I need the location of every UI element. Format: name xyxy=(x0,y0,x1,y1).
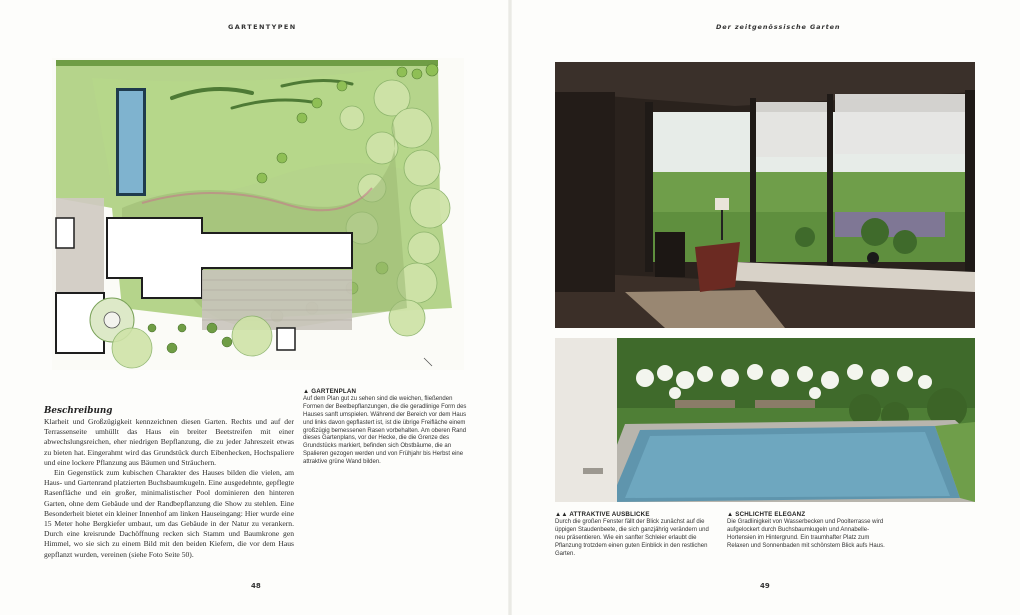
description-title: Beschreibung xyxy=(44,406,113,416)
caption-garden-plan xyxy=(303,388,471,467)
caption-heading: ▲ GARTENPLAN xyxy=(303,388,357,395)
description-paragraph: Ein Gegenstück zum kubischen Charakter des Hauses bilden die vielen, am Haus- und Gartenrand platzierten Buchsbaumkugeln. Eine ausgedehnte, gepflegte Rasenfläche und ein großer, minimalistischer Pool dominieren den hinteren Garten, ohne dem Gebäude und der Randbepflanzung die Show zu stehlen. Eine Besonderheit bietet ein kleiner Innenhof am linken Hauseingang: Hier wurde eine 15 Meter hohe Bergkiefer umbaut, um das Gebäude in der Natur zu verankern. Durch eine kreisrunde Dachöffnung recken sich Stamm und Baumkrone gen Himmel, wo sie sich zu einem Bild mit den beiden Kiefern, die vor dem Haus gepflanzt wurden, vereinen (siehe Foto Seite 50). xyxy=(44,468,294,559)
page-number-right: 49 xyxy=(760,582,770,590)
caption-text: Durch die großen Fenster fällt der Blick zunächst auf die üppigen Staudenbeete, die sich ganzjährig verändern und neu präsentieren. Wie ein sanfter Schleier erlaubt die Pflanzung trotzdem einen guten Einblick in den restlichen Garten. xyxy=(555,518,709,557)
pool-photo xyxy=(555,338,975,502)
running-head-left: GARTENTYPEN xyxy=(228,23,297,31)
running-head-right: Der zeitgenössische Garten xyxy=(716,23,841,31)
garden-plan-drawing xyxy=(52,58,464,370)
garden-plan-illustration xyxy=(52,58,464,370)
description-body xyxy=(44,417,294,560)
interior-window-view xyxy=(555,62,975,328)
caption-heading: ▲▲ ATTRAKTIVE AUSBLICKE xyxy=(555,511,650,518)
caption-simple-elegance xyxy=(727,511,887,551)
caption-text: Die Gradlinigkeit von Wasserbecken und Poolterrasse wird aufgelockert durch Buchsbaumkugeln und Annabelle-Hortensien im Hintergrund. Ein traumhafter Platz zum Relaxen und Sonnenbaden mit schönstem Blick aufs Haus. xyxy=(727,518,885,549)
pool-garden-view xyxy=(555,338,975,502)
caption-heading: ▲ SCHLICHTE ELEGANZ xyxy=(727,511,806,518)
page-number-left: 48 xyxy=(251,582,261,590)
description-paragraph: Klarheit und Großzügigkeit kennzeichnen diesen Garten. Rechts und auf der Terrassenseite umhüllt das Haus ein breiter Beetstreifen mit einer abwechslungsreichen, eher niedrigen Bepflanzung, die zu jeder Jahreszeit etwas zu bieten hat. Eingerahmt wird das Grundstück durch Eibenhecken, Hochspaliere und eine lockere Pflanzung aus Bäumen und Sträuchern. xyxy=(44,417,294,467)
caption-text: Auf dem Plan gut zu sehen sind die weichen, fließenden Formen der Beetbepflanzungen, die die geradlinige Form des Hauses sanft umspielen. Während der Bereich vor dem Haus und links davon gepflastert ist, ist die übrige Freifläche einem großzügig bemessenen Rasen vorbehalten. Am oberen Rand dieses Gartenplans, vor der Hecke, die die Grenze des Grundstücks markiert, befinden sich Obstbäume, die an Spalieren gezogen werden und von Frühjahr bis Herbst eine attraktive grüne Wand bilden. xyxy=(303,395,467,466)
page-gutter xyxy=(508,0,512,615)
caption-attractive-views xyxy=(555,511,717,558)
interior-photo xyxy=(555,62,975,328)
